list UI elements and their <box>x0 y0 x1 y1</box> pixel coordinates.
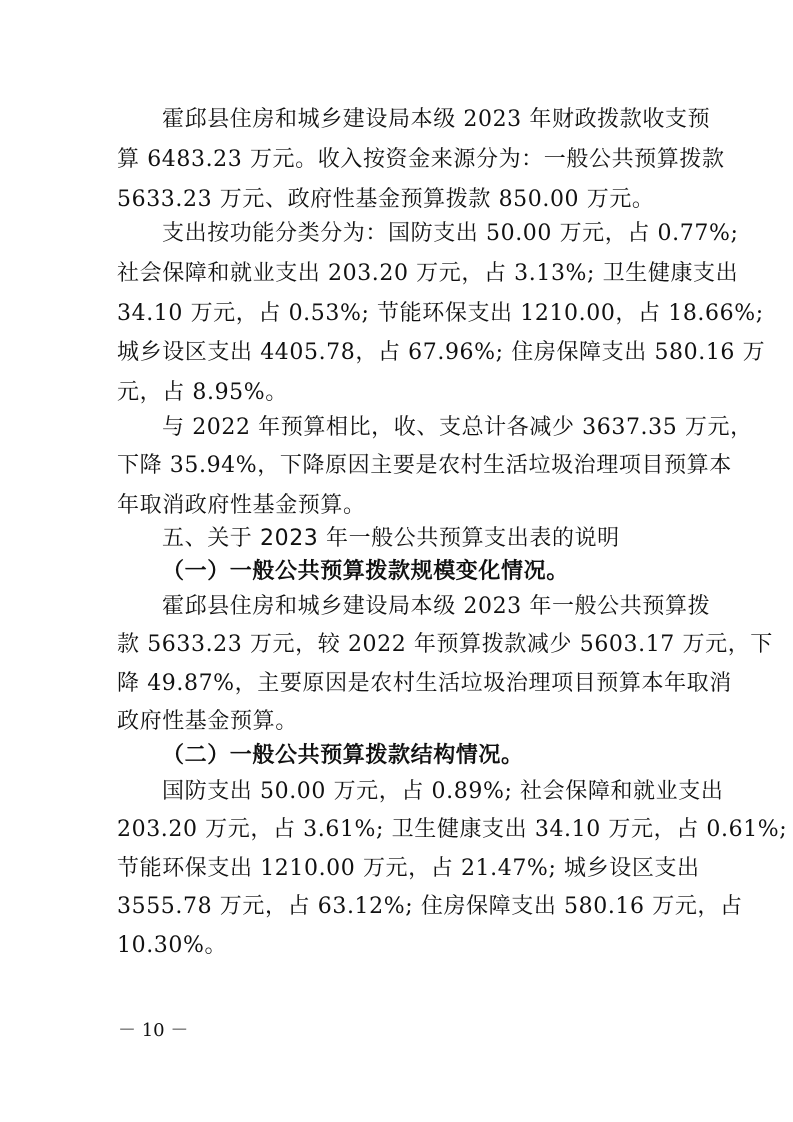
paragraph-line: 节能环保支出 1210.00 万元，占 21.47%; 城乡设区支出 <box>117 856 700 881</box>
paragraph-line: 年取消政府性基金预算。 <box>117 493 366 518</box>
paragraph-line: 城乡设区支出 4405.78，占 67.96%; 住房保障支出 580.16 万 <box>117 340 766 365</box>
paragraph-line: 霍邱县住房和城乡建设局本级 2023 年财政拨款收支预 <box>162 107 711 132</box>
section-heading: 五、关于 2023 年一般公共预算支出表的说明 <box>162 526 620 551</box>
paragraph-line: 政府性基金预算。 <box>117 709 298 734</box>
paragraph-line: 5633.23 万元、政府性基金预算拨款 850.00 万元。 <box>117 187 655 212</box>
paragraph-line: 3555.78 万元，占 63.12%; 住房保障支出 580.16 万元，占 <box>117 894 743 919</box>
paragraph-line: 10.30%。 <box>117 933 228 958</box>
paragraph-line: 203.20 万元，占 3.61%; 卫生健康支出 34.10 万元，占 0.61%; <box>117 817 788 842</box>
paragraph-line: 降 49.87%，主要原因是农村生活垃圾治理项目预算本年取消 <box>117 671 732 696</box>
paragraph-line: 霍邱县住房和城乡建设局本级 2023 年一般公共预算拨 <box>162 594 711 619</box>
paragraph-line: 支出按功能分类分为：国防支出 50.00 万元，占 0.77%; <box>162 221 739 246</box>
paragraph-line: 算 6483.23 万元。收入按资金来源分为：一般公共预算拨款 <box>117 147 725 172</box>
page-number: － 10 － <box>118 1020 189 1041</box>
paragraph-line: 34.10 万元，占 0.53%; 节能环保支出 1210.00，占 18.66%; <box>117 301 764 326</box>
subsection-heading: （二）一般公共预算拨款结构情况。 <box>162 742 524 768</box>
paragraph-line: 元，占 8.95%。 <box>117 380 288 405</box>
paragraph-line: 国防支出 50.00 万元，占 0.89%; 社会保障和就业支出 <box>162 779 724 804</box>
subsection-heading: （一）一般公共预算拨款规模变化情况。 <box>162 558 569 584</box>
paragraph-line: 社会保障和就业支出 203.20 万元，占 3.13%; 卫生健康支出 <box>117 261 739 286</box>
paragraph-line: 与 2022 年预算相比，收、支总计各减少 3637.35 万元， <box>162 415 753 440</box>
paragraph-line: 下降 35.94%，下降原因主要是农村生活垃圾治理项目预算本 <box>117 453 732 478</box>
paragraph-line: 款 5633.23 万元，较 2022 年预算拨款减少 5603.17 万元，下 <box>117 632 773 657</box>
